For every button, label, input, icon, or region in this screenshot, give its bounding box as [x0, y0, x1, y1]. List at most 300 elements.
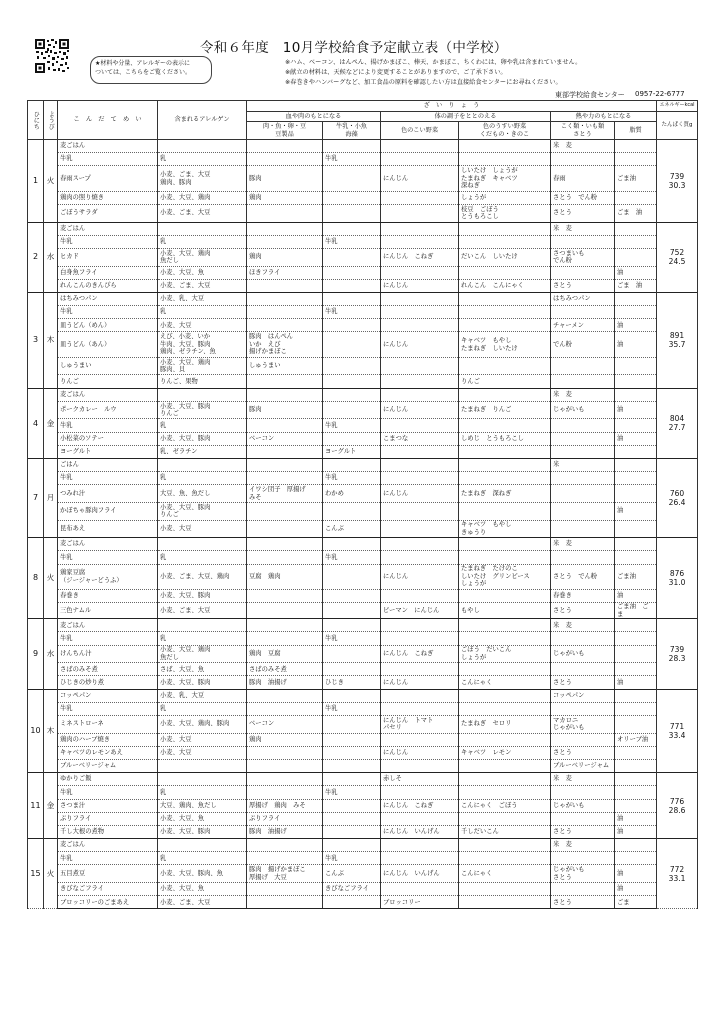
cell-allergen	[158, 773, 247, 786]
cell-yellow1: はちみつパン	[551, 292, 615, 305]
cell-green1	[381, 235, 459, 248]
cell-red1	[247, 292, 323, 305]
cell-red2	[323, 166, 381, 191]
cell-red1: ほきフライ	[247, 266, 323, 279]
cell-allergen: 小麦、大豆、豚肉 りんご	[158, 401, 247, 419]
cell-red2	[323, 266, 381, 279]
cell-dish: 牛乳	[58, 852, 158, 865]
cell-yellow1: じゃがいも	[551, 799, 615, 812]
center-phone: 0957-22-6777	[635, 90, 685, 98]
cell-red1	[247, 140, 323, 153]
cell-dish: 千し大根の煮物	[58, 825, 158, 838]
cell-yellow2: ごま	[615, 896, 657, 909]
cell-green2: だいこん しいたけ	[459, 248, 551, 266]
cell-green1: にんじん	[381, 166, 459, 191]
cell-red1: イワシ団子 厚揚げ みそ	[247, 485, 323, 503]
cell-red1: ベーコン	[247, 715, 323, 733]
cell-yellow2: ごま 油	[615, 204, 657, 222]
cell-yellow1	[551, 852, 615, 865]
table-row	[28, 589, 698, 602]
cell-red1	[247, 472, 323, 485]
cell-green1	[381, 153, 459, 166]
cell-green1	[381, 419, 459, 432]
page-title: 令和６年度 10月学校給食予定献立表（中学校）	[200, 40, 508, 56]
cell-allergen	[158, 140, 247, 153]
energy-value: 739	[669, 644, 685, 654]
cell-green1	[381, 222, 459, 235]
cell-green1	[381, 445, 459, 458]
menu-table	[27, 100, 698, 909]
cell-green1	[381, 520, 459, 538]
table-row	[28, 799, 698, 812]
weekday: 火	[44, 839, 58, 909]
cell-yellow2	[615, 306, 657, 319]
cell-dish: 麦ごはん	[58, 538, 158, 551]
cell-yellow2	[615, 191, 657, 204]
day-number: 8	[28, 538, 44, 619]
cell-yellow2	[615, 222, 657, 235]
cell-green2: しめじ とうもろこし	[459, 432, 551, 445]
energy-value: 760	[669, 489, 685, 499]
table-row	[28, 292, 698, 305]
cell-red1	[247, 502, 323, 520]
cell-yellow1: ブルーベリージャム	[551, 759, 615, 772]
cell-green2	[459, 589, 551, 602]
energy-value: 739	[669, 171, 685, 181]
cell-green2: キャベツ もやし きゅうり	[459, 520, 551, 538]
cell-red1	[247, 445, 323, 458]
cell-green2: りんご	[459, 375, 551, 388]
table-row	[28, 676, 698, 689]
col-dish: こ ん だ て め い	[58, 101, 158, 140]
cell-red2	[323, 332, 381, 357]
cell-yellow1	[551, 702, 615, 715]
cell-green1	[381, 319, 459, 332]
cell-green1: にんじん トマト パセリ	[381, 715, 459, 733]
cell-allergen	[158, 388, 247, 401]
cell-green2	[459, 388, 551, 401]
day-number: 15	[28, 839, 44, 909]
cell-allergen: 小麦、大豆、豚肉	[158, 589, 247, 602]
cell-red2	[323, 715, 381, 733]
table-row	[28, 204, 698, 222]
cell-yellow2	[615, 140, 657, 153]
cell-red1	[247, 773, 323, 786]
cell-allergen: 小麦、大豆、魚	[158, 266, 247, 279]
cell-allergen: 小麦、大豆	[158, 733, 247, 746]
protein-value: 26.4	[668, 498, 686, 508]
cell-dish: ごぼうサラダ	[58, 204, 158, 222]
cell-yellow2: 油	[615, 401, 657, 419]
cell-yellow1: 米 麦	[551, 619, 615, 632]
weekday: 水	[44, 619, 58, 689]
col-red2: 牛乳・小魚 海藻	[323, 122, 381, 140]
cell-allergen: 小麦、大豆、豚肉、魚	[158, 865, 247, 883]
col-allergen: 含まれるアレルゲン	[158, 101, 247, 140]
cell-red2	[323, 388, 381, 401]
cell-allergen: 小麦、ごま、大豆	[158, 896, 247, 909]
cell-green1: にんじん	[381, 332, 459, 357]
cell-dish: ぶりフライ	[58, 812, 158, 825]
cell-red1: 豚肉 揚げかまぼこ 厚揚げ 大豆	[247, 865, 323, 883]
cell-yellow1	[551, 432, 615, 445]
cell-yellow2	[615, 839, 657, 852]
cell-red1: 豚肉	[247, 166, 323, 191]
cell-yellow1: でん粉	[551, 332, 615, 357]
cell-yellow1: 米 麦	[551, 140, 615, 153]
cell-dish: 牛乳	[58, 235, 158, 248]
cell-allergen	[158, 839, 247, 852]
col-nutrients: ざ い り ょ う	[247, 101, 657, 112]
cell-red2: 牛乳	[323, 702, 381, 715]
cell-dish: さばのみそ煮	[58, 663, 158, 676]
cell-red2: 牛乳	[323, 153, 381, 166]
energy-value: 804	[669, 414, 685, 424]
cell-yellow2: 油	[615, 266, 657, 279]
cell-green2	[459, 153, 551, 166]
cell-yellow1: 米	[551, 458, 615, 471]
cell-red2: 牛乳	[323, 551, 381, 564]
cell-green1	[381, 502, 459, 520]
cell-allergen	[158, 538, 247, 551]
cell-yellow1: さつまいも でん粉	[551, 248, 615, 266]
cell-red2	[323, 603, 381, 619]
cell-allergen: 小麦、大豆	[158, 746, 247, 759]
cell-yellow1: チャーメン	[551, 319, 615, 332]
cell-red2	[323, 663, 381, 676]
protein-value: 31.0	[668, 578, 686, 588]
cell-allergen: 小麦、乳、大豆	[158, 292, 247, 305]
cell-red2	[323, 619, 381, 632]
cell-red2: 牛乳	[323, 472, 381, 485]
cell-yellow1: じゃがいも	[551, 645, 615, 663]
cell-yellow2	[615, 520, 657, 538]
cell-dish: 牛乳	[58, 306, 158, 319]
cell-green1	[381, 538, 459, 551]
table-row	[28, 786, 698, 799]
cell-allergen: 小麦、ごま、大豆	[158, 204, 247, 222]
cell-red2	[323, 140, 381, 153]
cell-dish: コッペパン	[58, 689, 158, 702]
cell-green2: こんにゃく ごぼう	[459, 799, 551, 812]
cell-dish: 麦ごはん	[58, 619, 158, 632]
cell-green1	[381, 458, 459, 471]
cell-yellow2	[615, 445, 657, 458]
cell-green2: ごぼう だいこん しょうが	[459, 645, 551, 663]
cell-yellow1	[551, 883, 615, 896]
cell-green2: しいたけ しょうが たまねぎ キャベツ 深ねぎ	[459, 166, 551, 191]
cell-red2	[323, 746, 381, 759]
cell-yellow2	[615, 388, 657, 401]
protein-value: 33.1	[668, 873, 686, 883]
table-row	[28, 702, 698, 715]
cell-dish: はちみつパン	[58, 292, 158, 305]
cell-green1: にんじん	[381, 279, 459, 292]
cell-red2: 牛乳	[323, 306, 381, 319]
table-row	[28, 746, 698, 759]
cell-allergen: えび、小麦、いか 牛肉、大豆、豚肉 鶏肉、ゼラチン、魚	[158, 332, 247, 357]
cell-yellow1	[551, 551, 615, 564]
day-number: 2	[28, 222, 44, 292]
cell-allergen: 小麦、大豆	[158, 520, 247, 538]
cell-red2: こんぶ	[323, 865, 381, 883]
cell-red1	[247, 702, 323, 715]
cell-yellow1: さとう	[551, 746, 615, 759]
cell-red1: ぶりフライ	[247, 812, 323, 825]
table-row	[28, 357, 698, 375]
cell-red2	[323, 538, 381, 551]
cell-green1	[381, 472, 459, 485]
qr-note-line: ついては、こちらをご覧ください。	[95, 69, 192, 76]
cell-red1: 鶏肉 豆腐	[247, 645, 323, 663]
cell-green2	[459, 896, 551, 909]
cell-green2: たまねぎ りんご	[459, 401, 551, 419]
cell-yellow2: 油	[615, 432, 657, 445]
cell-red1	[247, 520, 323, 538]
table-row	[28, 689, 698, 702]
cell-green2: キャベツ もやし たまねぎ しいたけ	[459, 332, 551, 357]
cell-dish: 鶏肉のハーブ焼き	[58, 733, 158, 746]
cell-green1	[381, 306, 459, 319]
col-group-yellow: 熱や力のもとになる	[551, 112, 657, 122]
cell-yellow2	[615, 715, 657, 733]
protein-value: 35.7	[668, 340, 686, 350]
cell-green1: にんじん	[381, 401, 459, 419]
cell-yellow1	[551, 632, 615, 645]
cell-green1	[381, 191, 459, 204]
cell-yellow2	[615, 645, 657, 663]
day-number: 9	[28, 619, 44, 689]
weekday: 木	[44, 689, 58, 773]
cell-red1	[247, 375, 323, 388]
cell-yellow2	[615, 248, 657, 266]
day-number: 3	[28, 292, 44, 388]
table-row	[28, 551, 698, 564]
cell-yellow2	[615, 551, 657, 564]
cell-green1	[381, 812, 459, 825]
cell-green2	[459, 632, 551, 645]
cell-green1: こまつな	[381, 432, 459, 445]
cell-red2	[323, 375, 381, 388]
cell-red1	[247, 419, 323, 432]
qr-note-line: ★材料や分量、アレルギーの表示に	[95, 60, 190, 67]
cell-green2	[459, 235, 551, 248]
cell-yellow2	[615, 702, 657, 715]
table-row	[28, 603, 698, 619]
cell-green2	[459, 663, 551, 676]
cell-green1	[381, 702, 459, 715]
col-energy: エネルギーkcal	[657, 101, 698, 112]
protein-value: 28.3	[668, 653, 686, 663]
cell-green2	[459, 419, 551, 432]
table-row	[28, 419, 698, 432]
cell-red1	[247, 746, 323, 759]
cell-allergen: 小麦、大豆、豚肉	[158, 676, 247, 689]
cell-dish: きびなごフライ	[58, 883, 158, 896]
cell-yellow2: 油	[615, 825, 657, 838]
cell-allergen	[158, 222, 247, 235]
cell-red2: 牛乳	[323, 786, 381, 799]
cell-green2	[459, 357, 551, 375]
cell-red1	[247, 235, 323, 248]
col-yellow2: 脂質	[615, 122, 657, 140]
cell-green1	[381, 733, 459, 746]
cell-green2	[459, 458, 551, 471]
cell-red1	[247, 896, 323, 909]
cell-green1	[381, 204, 459, 222]
cell-green2: キャベツ レモン	[459, 746, 551, 759]
cell-red1: 豚肉	[247, 401, 323, 419]
cell-red1	[247, 883, 323, 896]
cell-red2	[323, 825, 381, 838]
cell-red1	[247, 458, 323, 471]
cell-red2	[323, 432, 381, 445]
table-row	[28, 472, 698, 485]
cell-green1	[381, 292, 459, 305]
menu-body	[28, 140, 698, 909]
cell-allergen: 乳	[158, 472, 247, 485]
table-row	[28, 564, 698, 589]
cell-yellow1: さとう でん粉	[551, 564, 615, 589]
cell-green1	[381, 551, 459, 564]
cell-green2	[459, 502, 551, 520]
cell-yellow1: 春巻き	[551, 589, 615, 602]
cell-red1	[247, 204, 323, 222]
cell-red1	[247, 689, 323, 702]
cell-yellow1	[551, 266, 615, 279]
cell-allergen: 乳	[158, 632, 247, 645]
cell-red2: わかめ	[323, 485, 381, 503]
cell-yellow2	[615, 799, 657, 812]
cell-dish: ブルーベリージャム	[58, 759, 158, 772]
nutrition-values	[657, 689, 698, 773]
cell-red1	[247, 839, 323, 852]
cell-red1	[247, 619, 323, 632]
cell-dish: ひじきの炒り煮	[58, 676, 158, 689]
cell-green1: にんじん	[381, 676, 459, 689]
nutrition-values	[657, 140, 698, 223]
table-row	[28, 619, 698, 632]
day-number: 1	[28, 140, 44, 223]
cell-yellow1: 春雨	[551, 166, 615, 191]
cell-red1: 豚肉 油揚げ	[247, 825, 323, 838]
cell-dish: 鶏肉の照り焼き	[58, 191, 158, 204]
cell-yellow2	[615, 663, 657, 676]
cell-dish: 麦ごはん	[58, 140, 158, 153]
table-row	[28, 852, 698, 865]
cell-dish: 牛乳	[58, 419, 158, 432]
table-row	[28, 445, 698, 458]
cell-red1	[247, 153, 323, 166]
table-row	[28, 883, 698, 896]
cell-yellow1	[551, 733, 615, 746]
weekday: 木	[44, 292, 58, 388]
cell-green2: れんこん こんにゃく	[459, 279, 551, 292]
cell-yellow1: さとう	[551, 279, 615, 292]
cell-dish: 春巻き	[58, 589, 158, 602]
energy-value: 752	[669, 248, 685, 258]
table-row	[28, 896, 698, 909]
weekday: 火	[44, 140, 58, 223]
cell-red1: 鶏肉	[247, 733, 323, 746]
cell-dish: 皿うどん（あん）	[58, 332, 158, 357]
cell-red1: 鶏肉	[247, 248, 323, 266]
cell-red2	[323, 689, 381, 702]
cell-green2	[459, 733, 551, 746]
protein-value: 24.5	[668, 257, 686, 267]
cell-yellow2: ごま油	[615, 564, 657, 589]
cell-green1	[381, 589, 459, 602]
cell-red2	[323, 896, 381, 909]
cell-dish: 麦ごはん	[58, 222, 158, 235]
cell-green1	[381, 375, 459, 388]
table-row	[28, 632, 698, 645]
cell-green1: にんじん こねぎ	[381, 645, 459, 663]
col-yellow1: こく類・いも類 さとう	[551, 122, 615, 140]
table-row	[28, 235, 698, 248]
cell-allergen: 小麦、乳、大豆	[158, 689, 247, 702]
qr-note	[90, 56, 212, 84]
cell-red2: 牛乳	[323, 235, 381, 248]
cell-yellow1	[551, 445, 615, 458]
cell-yellow1: さとう	[551, 896, 615, 909]
cell-red2	[323, 799, 381, 812]
cell-dish: ヒカド	[58, 248, 158, 266]
cell-red2	[323, 222, 381, 235]
table-row	[28, 812, 698, 825]
cell-dish: さつま汁	[58, 799, 158, 812]
cell-dish: 牛乳	[58, 551, 158, 564]
table-row	[28, 825, 698, 838]
cell-yellow2: ごま 油	[615, 279, 657, 292]
qr-code-icon[interactable]	[34, 38, 70, 74]
day-number: 10	[28, 689, 44, 773]
energy-value: 776	[669, 796, 685, 806]
cell-yellow2	[615, 759, 657, 772]
day-number: 11	[28, 773, 44, 839]
table-row	[28, 248, 698, 266]
table-row	[28, 865, 698, 883]
cell-green2	[459, 773, 551, 786]
note-line: ※ハム、ベーコン、はんぺん、揚げかまぼこ、棒天、かまぼこ、ちくわには、卵や乳は含まれていません。	[285, 59, 582, 66]
cell-allergen: 乳	[158, 153, 247, 166]
col-green2: 色のうすい野菜 くだもの・きのこ	[459, 122, 551, 140]
energy-value: 771	[669, 721, 685, 731]
cell-green1	[381, 883, 459, 896]
nutrition-values	[657, 773, 698, 839]
table-row	[28, 375, 698, 388]
cell-yellow1	[551, 786, 615, 799]
col-green1: 色のこい野菜	[381, 122, 459, 140]
weekday: 火	[44, 538, 58, 619]
cell-yellow2	[615, 485, 657, 503]
col-group-green: 体の調子をととのえる	[381, 112, 551, 122]
cell-yellow1	[551, 663, 615, 676]
cell-yellow1	[551, 419, 615, 432]
cell-green2	[459, 538, 551, 551]
cell-dish: 牛乳	[58, 702, 158, 715]
cell-red1	[247, 538, 323, 551]
cell-dish: 麦ごはん	[58, 839, 158, 852]
cell-yellow1: 米 麦	[551, 839, 615, 852]
cell-yellow1: じゃがいも さとう	[551, 865, 615, 883]
cell-dish: 牛乳	[58, 632, 158, 645]
cell-dish: ゆかりご飯	[58, 773, 158, 786]
cell-red1	[247, 759, 323, 772]
table-row	[28, 222, 698, 235]
cell-green1: ピーマン にんじん	[381, 603, 459, 619]
cell-dish: キャベツのレモンあえ	[58, 746, 158, 759]
